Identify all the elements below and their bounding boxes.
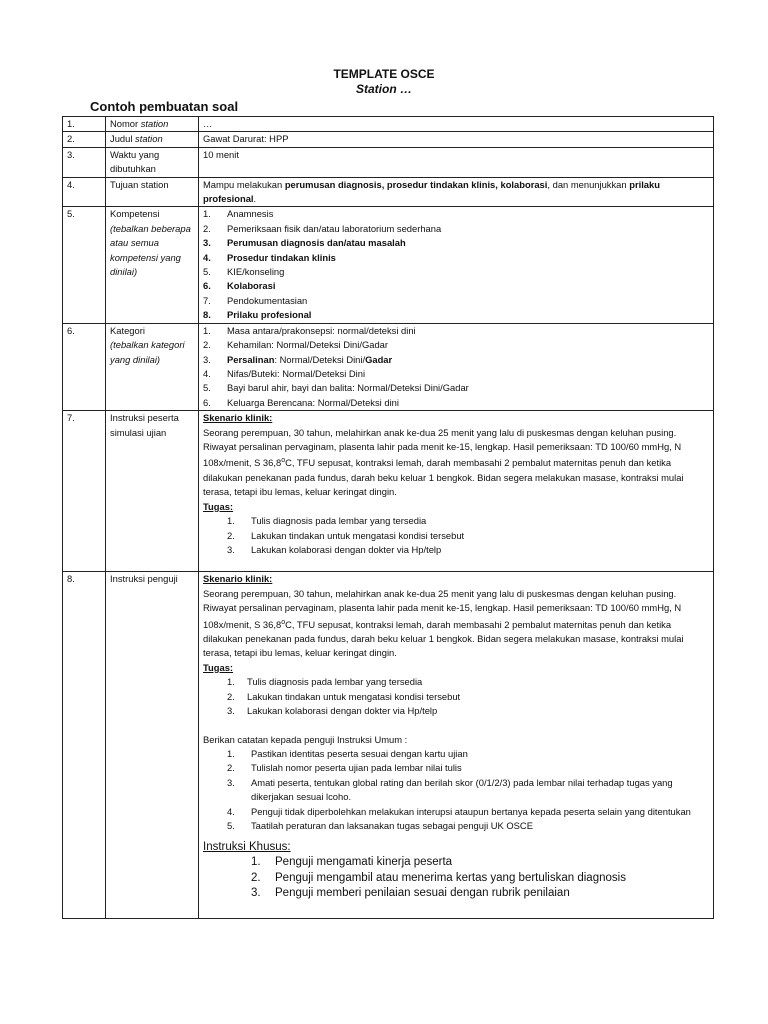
kategori-list (203, 324, 709, 410)
list-item: 6. Kolaborasi (203, 280, 276, 292)
list-item: 4. Prosedur tindakan klinis (203, 251, 336, 263)
table-row-4 (63, 177, 714, 207)
row-label: Instruksi peserta simulasi ujian (106, 411, 199, 572)
list-item: 1. Penguji mengamati kinerja peserta (251, 856, 453, 869)
tugas-heading: Tugas: (203, 500, 234, 512)
row-label: Waktu yang dibutuhkan (106, 147, 199, 177)
osce-table (62, 116, 714, 919)
row-number: 8. (63, 572, 106, 919)
list-item: 5. KIE/konseling (203, 266, 285, 278)
instruksi-umum-list (203, 747, 709, 833)
table-row-8 (63, 572, 714, 919)
list-item: 3. Penguji memberi penilaian sesuai dengan rubrik penilaian (251, 887, 570, 900)
document-subtitle: Station … (356, 82, 412, 96)
row-note: (tebalkan beberapa atau semua kompetensi yang dinilai) (110, 222, 191, 278)
row-number: 6. (63, 323, 106, 410)
list-item: 6. Keluarga Berencana: Normal/Deteksi dini (203, 396, 399, 408)
row-number: 4. (63, 177, 106, 207)
row-value (199, 411, 714, 572)
list-item: 2. Lakukan tindakan untuk mengatasi kondisi tersebut (227, 529, 465, 541)
list-item: 3. Lakukan kolaborasi dengan dokter via Hp/telp (227, 705, 438, 717)
table-row-7 (63, 411, 714, 572)
row-number: 5. (63, 207, 106, 323)
list-item: 1. Tulis diagnosis pada lembar yang tersedia (227, 515, 427, 527)
skenario-heading: Skenario klinik: (203, 573, 273, 585)
table-row-2 (63, 132, 714, 147)
table-row-6 (63, 323, 714, 410)
list-item: 4. Nifas/Buteki: Normal/Deteksi Dini (203, 367, 366, 379)
row-number: 3. (63, 147, 106, 177)
row-value (199, 572, 714, 919)
row-value: Mampu melakukan perumusan diagnosis, prosedur tindakan klinis, kolaborasi, dan menunjukkan prilaku profesional. (199, 177, 714, 207)
list-item: 2. Pemeriksaan fisik dan/atau laboratorium sederhana (203, 222, 442, 234)
list-item: 8. Prilaku profesional (203, 309, 312, 321)
document-title: TEMPLATE OSCE (333, 67, 435, 81)
row-note: (tebalkan kategori yang dinilai) (110, 339, 185, 365)
list-item: 3. Perumusan diagnosis dan/atau masalah (203, 237, 406, 249)
row-number: 1. (63, 117, 106, 132)
instruksi-khusus-heading: Instruksi Khusus: (203, 841, 291, 854)
list-item: 5. Taatilah peraturan dan laksanakan tugas sebagai penguji UK OSCE (227, 819, 533, 831)
list-item: 1. Pastikan identitas peserta sesuai dengan kartu ujian (227, 747, 468, 759)
list-item: 1. Masa antara/prakonsepsi: normal/deteksi dini (203, 324, 416, 336)
list-item: 1. Anamnesis (203, 208, 274, 220)
section-heading: Contoh pembuatan soal (90, 99, 239, 114)
row-value: Gawat Darurat: HPP (199, 132, 714, 147)
list-item: 2. Tulislah nomor peserta ujian pada lembar nilai tulis (227, 762, 462, 774)
row-label: Tujuan station (106, 177, 199, 207)
row-label: Kompetensi (tebalkan beberapa atau semua kompetensi yang dinilai) (106, 207, 199, 323)
table-row-5 (63, 207, 714, 323)
instruksi-khusus-list (203, 855, 709, 902)
instruksi-umum-heading: Berikan catatan kepada penguji Instruksi Umum : (203, 733, 408, 745)
table-row-1 (63, 117, 714, 132)
tugas-list (203, 675, 709, 718)
row-value (199, 207, 714, 323)
list-item: 2. Lakukan tindakan untuk mengatasi kondisi tersebut (227, 690, 461, 702)
row-label: Judul station (106, 132, 199, 147)
list-item: 4. Penguji tidak diperbolehkan melakukan interupsi ataupun bertanya kepada peserta selain yang ditentukan (227, 805, 691, 817)
list-item: 7. Pendokumentasian (203, 294, 308, 306)
table-row-3 (63, 147, 714, 177)
row-value (199, 323, 714, 410)
kompetensi-list (203, 207, 709, 322)
row-label: Nomor station (106, 117, 199, 132)
skenario-text: Seorang perempuan, 30 tahun, melahirkan anak ke-dua 25 menit yang lalu di puskesmas dengan keluhan pusing. Riwayat persalinan pervaginam, plasenta lahir pada menit ke-15, lengkap. Hasil pemeriksaan: TD 100/60 mmHg, N 108x/menit, S 36,8$^o$C, TFU sepusat, kontraksi lemah, darah membasahi 2 pembalut maternitas penuh dan ketika dilakukan penekanan pada fundus, darah beku keluar 1 bengkok. Bidan segera melakukan masase, kontraksi mulai terasa, tetapi ibu lemas, keluar keringat dingin. (203, 426, 684, 498)
row-label: Kategori (tebalkan kategori yang dinilai) (106, 323, 199, 410)
list-item: 2. Penguji mengambil atau menerima kertas yang bertuliskan diagnosis (251, 871, 626, 884)
tugas-heading: Tugas: (203, 661, 234, 673)
list-item: 5. Bayi barul ahir, bayi dan balita: Normal/Deteksi Dini/Gadar (203, 382, 469, 394)
list-item: 1. Tulis diagnosis pada lembar yang tersedia (227, 676, 423, 688)
list-item: 3. Amati peserta, tentukan global rating dan berilah skor (0/1/2/3) pada lembar nilai terhadap tugas yang dikerjakan sesuai lcoho. (227, 776, 673, 803)
list-item: 3. Persalinan: Normal/Deteksi Dini/Gadar (203, 353, 393, 365)
list-item: 2. Kehamilan: Normal/Deteksi Dini/Gadar (203, 339, 389, 351)
skenario-heading: Skenario klinik: (203, 412, 273, 424)
row-number: 2. (63, 132, 106, 147)
list-item: 3. Lakukan kolaborasi dengan dokter via Hp/telp (227, 543, 442, 555)
row-value: … (199, 117, 714, 132)
skenario-text: Seorang perempuan, 30 tahun, melahirkan anak ke-dua 25 menit yang lalu di puskesmas dengan keluhan pusing. Riwayat persalinan pervaginam, plasenta lahir pada menit ke-15, lengkap. Hasil pemeriksaan: TD 100/60 mmHg, N 108x/menit, S 36,8$^o$C, TFU sepusat, kontraksi lemah, darah membasahi 2 pembalut maternitas penuh dan ketika dilakukan penekanan pada fundus, darah beku keluar 1 bengkok. Bidan segera melakukan masase, kontraksi mulai terasa, tetapi ibu lemas, keluar keringat dingin. (203, 587, 684, 659)
tugas-list (203, 514, 709, 557)
row-label: Instruksi penguji (106, 572, 199, 919)
row-number: 7. (63, 411, 106, 572)
row-value: 10 menit (199, 147, 714, 177)
